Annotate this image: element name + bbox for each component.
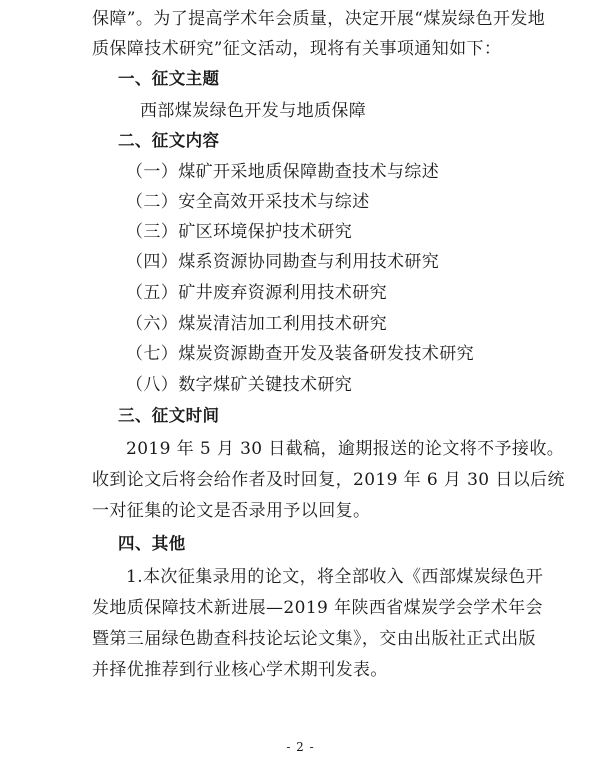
section-heading-theme: 一、征文主题 bbox=[118, 69, 220, 88]
intro-line-1: 保障”。为了提高学术年会质量，决定开展“煤炭绿色开发地 bbox=[92, 9, 546, 29]
theme-text: 西部煤炭绿色开发与地质保障 bbox=[140, 101, 367, 121]
time-line-2: 收到论文后将会给作者及时回复，2019 年 6 月 30 日以后统 bbox=[92, 470, 565, 490]
content-item: （六）煤炭清洁加工利用技术研究 bbox=[126, 314, 387, 334]
other-line-4: 并择优推荐到行业核心学术期刊发表。 bbox=[92, 660, 388, 680]
content-item: （四）煤系资源协同勘查与利用技术研究 bbox=[126, 252, 440, 272]
section-heading-other: 四、其他 bbox=[118, 534, 186, 553]
content-item: （七）煤炭资源勘查开发及装备研发技术研究 bbox=[126, 344, 474, 364]
page-number: - 2 - bbox=[286, 740, 315, 754]
content-item: （一）煤矿开采地质保障勘查技术与综述 bbox=[126, 162, 440, 182]
other-line-2: 发地质保障技术新进展—2019 年陕西省煤炭学会学术年会 bbox=[92, 598, 543, 618]
other-line-1: 1.本次征集录用的论文，将全部收入《西部煤炭绿色开 bbox=[126, 567, 544, 587]
intro-line-2: 质保障技术研究”征文活动，现将有关事项通知如下： bbox=[92, 39, 502, 59]
content-item: （三）矿区环境保护技术研究 bbox=[126, 222, 353, 242]
other-line-3: 暨第三届绿色勘查科技论坛论文集》，交由出版社正式出版 bbox=[92, 629, 536, 649]
section-heading-time: 三、征文时间 bbox=[118, 406, 220, 425]
time-line-3: 一对征集的论文是否录用予以回复。 bbox=[92, 501, 371, 521]
section-heading-content: 二、征文内容 bbox=[118, 131, 220, 150]
content-item: （八）数字煤矿关键技术研究 bbox=[126, 375, 353, 395]
time-line-1: 2019 年 5 月 30 日截稿，逾期报送的论文将不予接收。 bbox=[126, 439, 565, 459]
content-item: （五）矿井废弃资源利用技术研究 bbox=[126, 283, 387, 303]
content-item: （二）安全高效开采技术与综述 bbox=[126, 192, 370, 212]
